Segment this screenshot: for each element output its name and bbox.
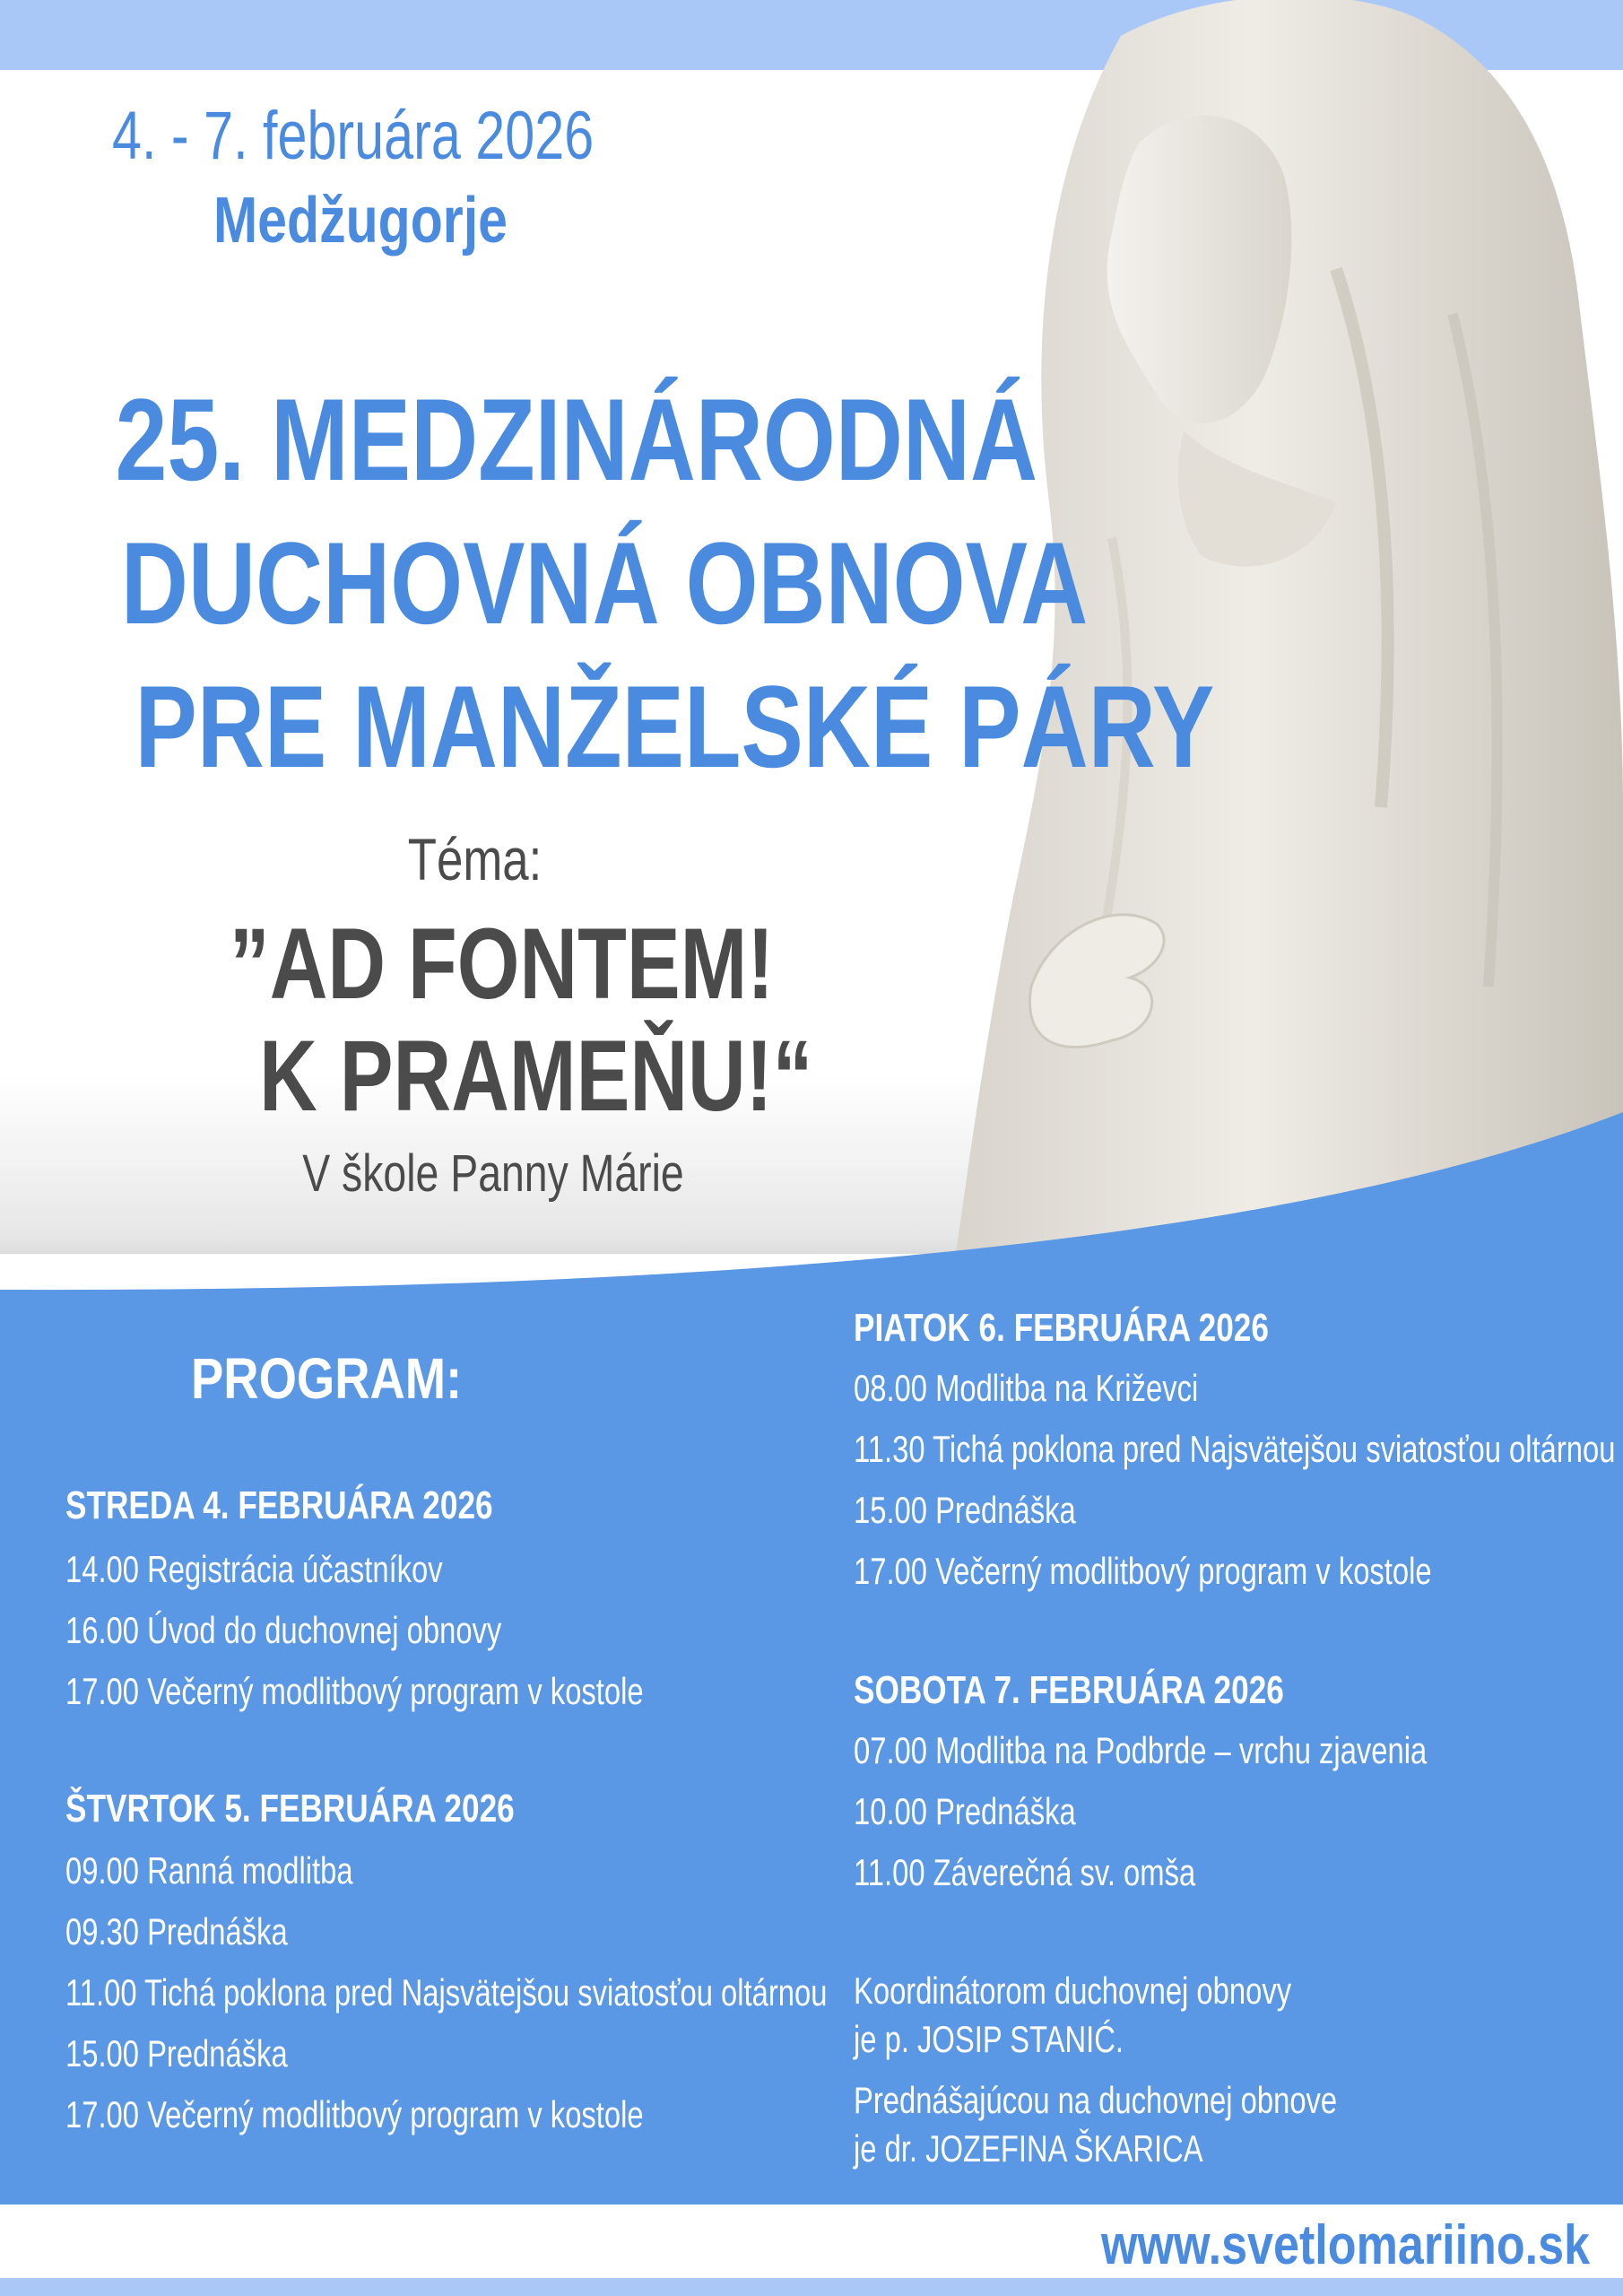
schedule-item: 16.00 Úvod do duchovnej obnovy bbox=[65, 1609, 502, 1651]
schedule-item: 09.00 Ranná modlitba bbox=[65, 1849, 353, 1892]
schedule-item: 17.00 Večerný modlitbový program v kostole bbox=[65, 2093, 644, 2135]
title-line-1: 25. MEDZINÁRODNÁ bbox=[115, 374, 1038, 505]
schedule-item: 15.00 Prednáška bbox=[65, 2032, 288, 2074]
schedule-item: 14.00 Registrácia účastníkov bbox=[65, 1548, 443, 1590]
title-line-3: PRE MANŽELSKÉ PÁRY bbox=[135, 661, 1215, 792]
schedule-item: 11.00 Tichá poklona pred Najsvätejšou sviatosťou oltárnou bbox=[65, 1971, 828, 2013]
schedule-item: 11.30 Tichá poklona pred Najsvätejšou sviatosťou oltárnou bbox=[854, 1428, 1616, 1470]
coordinator-name: je p. JOSIP STANIĆ. bbox=[854, 2018, 1124, 2060]
day-heading-friday: PIATOK 6. FEBRUÁRA 2026 bbox=[854, 1306, 1269, 1350]
coordinator-note: Koordinátorom duchovnej obnovy bbox=[854, 1970, 1292, 2012]
theme-subtitle: V škole Panny Márie bbox=[302, 1144, 684, 1203]
event-dates: 4. - 7. februára 2026 bbox=[112, 98, 595, 174]
program-heading: PROGRAM: bbox=[191, 1346, 463, 1411]
lecturer-name: je dr. JOZEFINA ŠKARICA bbox=[854, 2127, 1203, 2170]
day-heading-saturday: SOBOTA 7. FEBRUÁRA 2026 bbox=[854, 1668, 1284, 1712]
theme-label: Téma: bbox=[408, 826, 542, 892]
schedule-item: 15.00 Prednáška bbox=[854, 1489, 1076, 1531]
title-line-2: DUCHOVNÁ OBNOVA bbox=[120, 517, 1089, 648]
schedule-item: 17.00 Večerný modlitbový program v kostole bbox=[65, 1670, 644, 1712]
schedule-item: 11.00 Záverečná sv. omša bbox=[854, 1851, 1196, 1893]
schedule-item: 08.00 Modlitba na Križevci bbox=[854, 1367, 1199, 1409]
schedule-item: 17.00 Večerný modlitbový program v kostole bbox=[854, 1550, 1432, 1592]
theme-quote-line-2: K PRAMEŇU!“ bbox=[259, 1020, 813, 1132]
event-place: Medžugorje bbox=[213, 185, 508, 257]
theme-quote-line-1: ”AD FONTEM! bbox=[230, 908, 775, 1020]
schedule-item: 10.00 Prednáška bbox=[854, 1790, 1076, 1832]
day-heading-thursday: ŠTVRTOK 5. FEBRUÁRA 2026 bbox=[65, 1787, 515, 1831]
schedule-item: 07.00 Modlitba na Podbrde – vrchu zjavenia bbox=[854, 1729, 1428, 1771]
day-heading-wednesday: STREDA 4. FEBRUÁRA 2026 bbox=[65, 1483, 493, 1527]
schedule-item: 09.30 Prednáška bbox=[65, 1910, 288, 1952]
website-link[interactable]: www.svetlomariino.sk bbox=[1101, 2214, 1591, 2276]
lecturer-note: Prednášajúcou na duchovnej obnove bbox=[854, 2079, 1338, 2121]
